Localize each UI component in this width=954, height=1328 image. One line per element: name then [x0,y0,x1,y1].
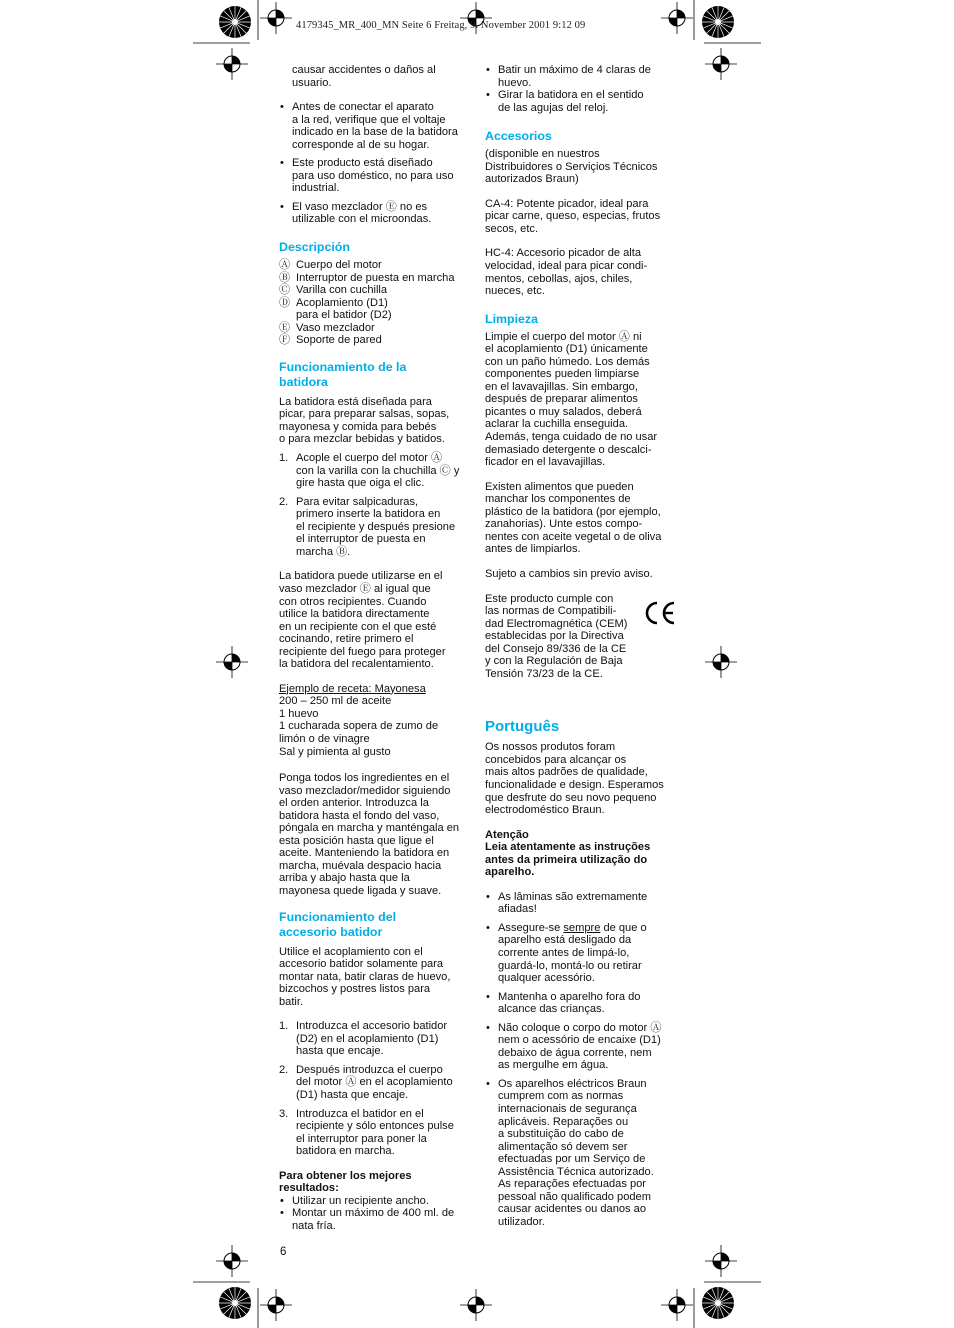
list-item: • Mantenha o aparelho fora do alcance das crianças. [485,991,680,1016]
list-item: Ⓓ Acoplamiento (D1) [279,296,388,309]
list-item: • Girar la batidora en el sentido de las agujas del reloj. [485,89,680,114]
section-heading: Descripción [279,240,350,255]
paragraph: La batidora puede utilizarse en el vaso mezclador Ⓔ al igual que con otros recipientes. Cuando utilice la batidora directamente en un recipiente con el que esté cocinando, retire primero el recipiente del fuego para proteger la batidora del recalentamiento. [279,570,446,671]
parts-list [279,259,469,347]
recipe-title: Ejemplo de receta: Mayonesa [279,682,426,695]
list-item: • Não coloque o corpo do motor Ⓐ nem o acessório de encaixe (D1) debaixo de água corrente, nem as mergulhe em água. [485,1022,680,1072]
list-item: Ⓑ Interruptor de puesta en marcha [279,271,455,284]
list-item: 2. Para evitar salpicaduras, primero inserte la batidora en el recipiente y después presione el interruptor de puesta en marcha Ⓑ. [279,495,456,558]
list-item: • Este producto está diseñado para uso doméstico, no para uso industrial. [279,157,469,195]
warning-heading: Atenção Leia atentamente as instruções antes da primeira utilização do aparelho. [485,828,651,879]
recipe: Ejemplo de receta: Mayonesa 200 – 250 ml de aceite 1 huevo 1 cucharada sopera de zumo de limón o de vinagre Sal y pimienta al gusto [279,682,439,758]
paragraph: Existen alimentos que pueden manchar los componentes de plástico de la batidora (por ejemplo, zanahorias). Unte estos compo- nentes con aceite vegetal o de oliva antes de limpiarlos. [485,480,662,556]
list-item: Ⓕ Soporte de pared [279,334,382,347]
paragraph: Limpie el cuerpo del motor Ⓐ ni el acoplamiento (D1) únicamente con un paño húmedo. Los demás componentes pueden limpiarse en el lavavajillas. Sin embargo, después de preparar alimentos picantes o muy salados, deberá aclarar la cuchilla enseguida. Además, tenga cuidado de no usar demasiado detergente o descalci- ficador en el lavavajillas. [485,330,658,469]
paragraph: causar accidentes o daños al usuario. [292,64,436,89]
paragraph: Sujeto a cambios sin previo aviso. [485,567,653,580]
list-item: 1. Acople el cuerpo del motor Ⓐ con la varilla con la chuchilla Ⓒ y gire hasta que oiga el clic. [279,452,460,490]
list-item: Ⓔ Vaso mezclador [279,321,375,334]
paragraph: Ponga todos los ingredientes en el vaso mezclador/medidor siguiendo el orden anterior. Introduzca la batidora hasta el fondo del vaso, póngala en marcha y manténgala en esta posición hasta que ligue el aceite. Manteniendo la batidora en marcha, muévala despacio hacia arriba y abajo hasta que la mayonesa quede ligada y suave. [279,772,460,897]
ce-statement: Este producto cumple con las normas de Compatibili- dad Electromagnética (CEM) establecidas por la Directiva del Consejo 89/336 de la CE y con la Regulación de Baja Tensión 73/23 de la CE. [485,592,628,680]
list-item: • El vaso mezclador Ⓔ no es utilizable con el microondas. [279,201,469,226]
ce-mark-icon [642,600,676,626]
paragraph: Os nossos produtos foram concebidos para alcançar os mais altos padrões de qualidade, funcionalidade e design. Esperamos que desfrute do seu novo pequeno electrodoméstico Braun. [485,741,664,817]
list-item: • Os aparelhos eléctricos Braun cumprem com as normas internacionais de segurança aplicáveis. Reparações ou a substituição do cabo de alimentação só devem ser efectuadas por um Serviço de Assistência Técnica autorizado. As reparações efectuadas por pessoal não qualificado podem causar acidentes ou danos ao utilizador. [485,1078,680,1229]
list-item: 2. Después introduzca el cuerpo del motor Ⓐ en el acoplamiento (D1) hasta que encaje. [279,1063,453,1101]
list-item: • Antes de conectar el aparato a la red, verifique que el voltaje indicado en la base de la batidora corresponde al de su hogar. [279,101,469,151]
list-item: Ⓒ Varilla con cuchilla [279,284,388,297]
page-number: 6 [280,1246,287,1258]
tips-heading: Para obtener los mejores resultados: [279,1169,412,1195]
list-item: • Assegure-se sempre de que o aparelho está desligado da corrente antes de limpá-lo, guardá-lo, montá-lo ou retirar qualquer acessório. [485,922,680,985]
list-item: • As lâminas são extremamente afiadas! [485,891,680,916]
list-item: 1. Introduzca el accesorio batidor (D2) en el acoplamiento (D1) hasta que encaje. [279,1020,448,1058]
list-item: • Montar un máximo de 400 ml. de nata fría. [279,1207,469,1232]
left-column [279,64,469,1232]
section-heading: Funcionamiento de la batidora [279,359,407,389]
right-column [485,64,680,1228]
paragraph: (disponible en nuestros Distribuidores o Serviçios Técnicos autorizados Braun) [485,148,658,186]
section-heading: Accesorios [485,129,552,144]
paragraph: HC-4: Accesorio picador de alta velocidad, ideal para picar condi- mentos, cebollas, ajos, chiles, nueces, etc. [485,247,648,298]
list-item-continuation: para el batidor (D2) [296,309,392,322]
print-header: 4179345_MR_400_MN Seite 6 Freitag, 9. November 2001 9:12 09 [296,20,586,31]
paragraph: CA-4: Potente picador, ideal para picar carne, queso, especias, frutos secos, etc. [485,197,661,235]
section-heading: Funcionamiento del accesorio batidor [279,909,397,939]
paragraph: Utilice el acoplamiento con el accesorio batidor solamente para montar nata, batir claras de huevo, bizcochos y postres listos para batir. [279,945,451,1008]
list-item: • Utilizar un recipiente ancho. [279,1195,469,1208]
list-item: Ⓐ Cuerpo del motor [279,259,382,272]
paragraph: La batidora está diseñada para picar, para preparar salsas, sopas, mayonesa y comida para bebés o para mezclar bebidas y batidos. [279,395,450,446]
section-heading: Limpieza [485,311,539,326]
list-item: 3. Introduzca el batidor en el recipiente y sólo entonces pulse el interruptor para poner la batidora en marcha. [279,1107,454,1158]
language-heading: Português [485,718,560,736]
list-item: • Batir un máximo de 4 claras de huevo. [485,64,680,89]
